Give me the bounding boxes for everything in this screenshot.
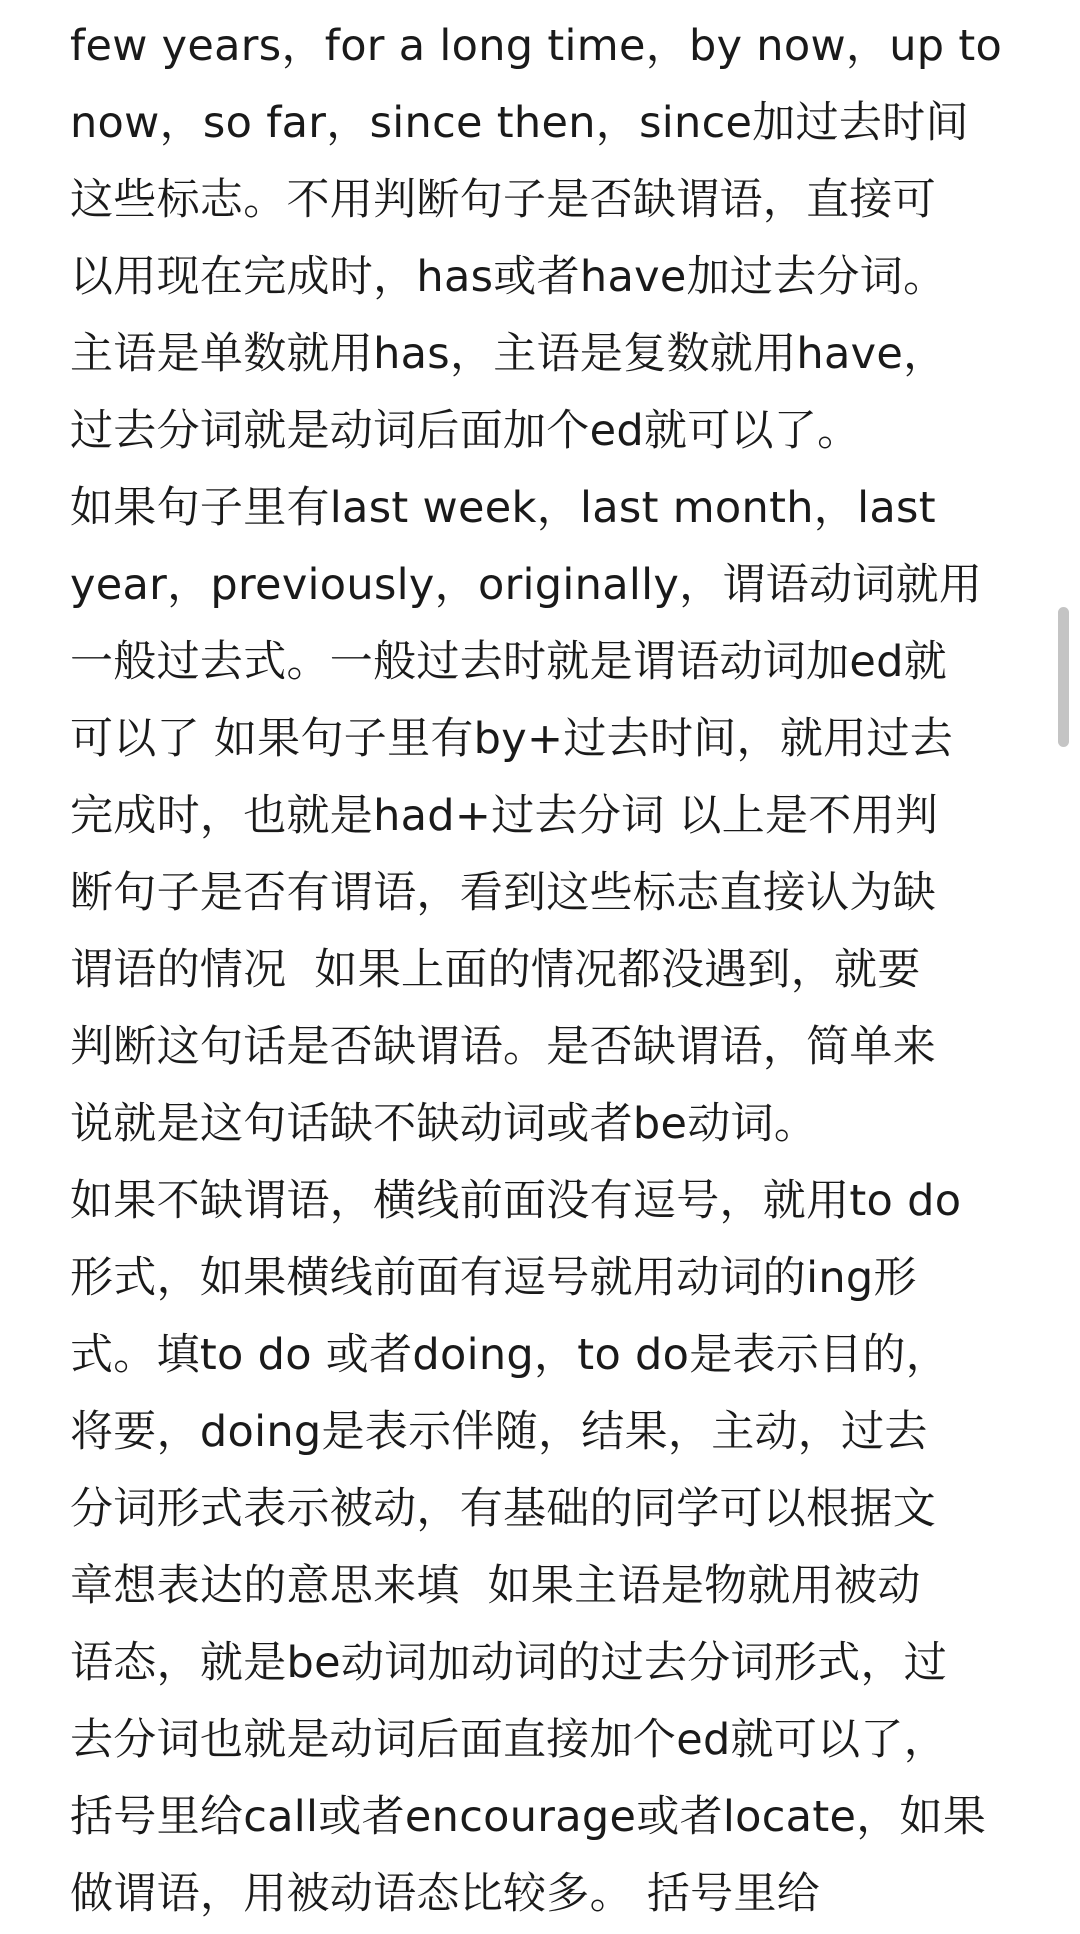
- vertical-scrollbar-thumb[interactable]: [1058, 607, 1069, 747]
- text-line: 将要，doing是表示伴随，结果，主动，过去: [70, 1407, 928, 1457]
- text-line: 主语是单数就用has，主语是复数就用have，: [70, 329, 947, 379]
- text-line: 如果不缺谓语，横线前面没有逗号，就用to do: [70, 1176, 962, 1226]
- text-line: now，so far，since then，since加过去时间: [70, 98, 969, 148]
- text-line: 说就是这句话缺不缺动词或者be动词。: [70, 1099, 818, 1149]
- text-line: 做谓语，用被动语态比较多。 括号里给: [70, 1869, 821, 1919]
- text-line: 语态，就是be动词加动词的过去分词形式，过: [70, 1638, 948, 1688]
- text-line: 章想表达的意思来填 如果主语是物就用被动: [70, 1561, 921, 1611]
- text-line: 判断这句话是否缺谓语。是否缺谓语，简单来: [70, 1022, 936, 1072]
- text-line: 可以了 如果句子里有by+过去时间，就用过去: [70, 714, 954, 764]
- text-line: 如果句子里有last week，last month，last: [70, 483, 936, 533]
- text-line: 分词形式表示被动，有基础的同学可以根据文: [70, 1484, 936, 1534]
- text-line: 这些标志。不用判断句子是否缺谓语，直接可: [70, 175, 936, 225]
- text-line: 括号里给call或者encourage或者locate，如果: [70, 1792, 987, 1842]
- text-line: 去分词也就是动词后面直接加个ed就可以了，: [70, 1715, 948, 1765]
- text-line: 断句子是否有谓语，看到这些标志直接认为缺: [70, 868, 936, 918]
- text-line: 以用现在完成时，has或者have加过去分词。: [70, 252, 947, 302]
- text-line: 过去分词就是动词后面加个ed就可以了。: [70, 406, 861, 456]
- text-line: 式。填to do 或者doing，to do是表示目的，: [70, 1330, 950, 1380]
- text-line: 完成时，也就是had+过去分词 以上是不用判: [70, 791, 939, 841]
- text-line: few years，for a long time，by now，up to: [70, 21, 1003, 71]
- text-line: 一般过去式。一般过去时就是谓语动词加ed就: [70, 637, 948, 687]
- text-line: year，previously，originally，谓语动词就用: [70, 560, 983, 610]
- text-line: 谓语的情况 如果上面的情况都没遇到，就要: [70, 945, 921, 995]
- text-line: 形式，如果横线前面有逗号就用动词的ing形: [70, 1253, 917, 1303]
